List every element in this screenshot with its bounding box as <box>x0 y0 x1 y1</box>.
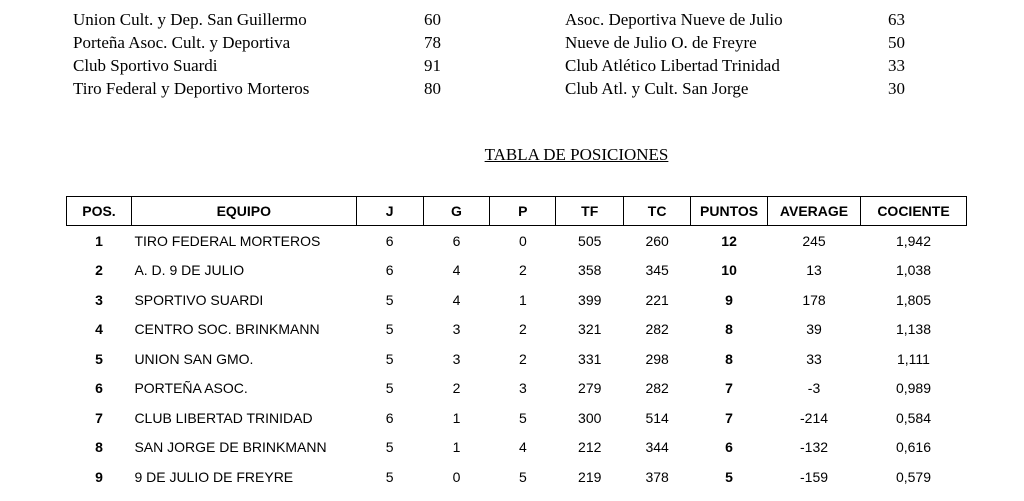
tc-cell: 282 <box>645 380 669 397</box>
away-team: Club Atlético Libertad Trinidad <box>565 56 780 75</box>
tf-cell: 321 <box>578 321 602 338</box>
cociente-cell: 0,616 <box>895 439 932 456</box>
col-header-j: J <box>356 197 423 226</box>
team-cell: A. D. 9 DE JULIO <box>134 262 245 279</box>
col-header-pos: POS. <box>67 197 132 226</box>
result-row <box>0 77 1024 100</box>
puntos-cell: 7 <box>725 380 733 397</box>
puntos-cell: 8 <box>725 350 733 367</box>
puntos-cell: 7 <box>725 409 733 426</box>
puntos-cell: 9 <box>725 291 733 308</box>
result-row <box>0 54 1024 77</box>
tc-cell: 221 <box>645 291 669 308</box>
j-cell: 6 <box>385 262 394 279</box>
g-cell: 3 <box>452 350 461 367</box>
p-cell: 4 <box>518 439 527 456</box>
col-header-g: G <box>423 197 490 226</box>
p-cell: 2 <box>518 350 527 367</box>
away-score: 30 <box>888 79 905 98</box>
standings-table <box>66 196 967 492</box>
cociente-cell: 1,942 <box>895 232 932 249</box>
tc-cell: 260 <box>645 232 669 249</box>
team-cell: SPORTIVO SUARDI <box>134 291 264 308</box>
average-cell: -214 <box>800 409 829 426</box>
away-score: 33 <box>888 56 905 75</box>
pos-cell: 4 <box>95 321 103 338</box>
p-cell: 0 <box>518 232 527 249</box>
g-cell: 4 <box>452 291 461 308</box>
g-cell: 4 <box>452 262 461 279</box>
away-score: 63 <box>888 10 905 29</box>
table-row <box>67 344 967 374</box>
tf-cell: 505 <box>578 232 602 249</box>
tf-cell: 358 <box>578 262 602 279</box>
cociente-cell: 0,579 <box>895 468 932 485</box>
home-score: 80 <box>424 79 441 98</box>
g-cell: 3 <box>452 321 461 338</box>
pos-cell: 3 <box>95 291 103 308</box>
table-row <box>67 403 967 433</box>
table-row <box>67 315 967 345</box>
pos-cell: 1 <box>95 232 103 249</box>
table-row <box>67 374 967 404</box>
j-cell: 5 <box>385 321 394 338</box>
match-results <box>0 8 1024 100</box>
tc-cell: 378 <box>645 468 669 485</box>
j-cell: 6 <box>385 232 394 249</box>
home-score: 60 <box>424 10 441 29</box>
tf-cell: 399 <box>578 291 602 308</box>
j-cell: 5 <box>385 350 394 367</box>
col-header-cociente: COCIENTE <box>860 197 966 226</box>
pos-cell: 2 <box>95 262 103 279</box>
home-score: 91 <box>424 56 441 75</box>
average-cell: 245 <box>802 232 826 249</box>
puntos-cell: 10 <box>721 262 737 279</box>
average-cell: -3 <box>807 380 821 397</box>
p-cell: 1 <box>518 291 527 308</box>
tf-cell: 331 <box>578 350 602 367</box>
pos-cell: 8 <box>95 439 103 456</box>
home-team: Porteña Asoc. Cult. y Deportiva <box>73 33 291 52</box>
col-header-average: AVERAGE <box>768 197 861 226</box>
pos-cell: 6 <box>95 380 103 397</box>
p-cell: 2 <box>518 321 527 338</box>
away-score: 50 <box>888 33 905 52</box>
average-cell: -159 <box>800 468 829 485</box>
puntos-cell: 5 <box>725 468 733 485</box>
p-cell: 3 <box>518 380 527 397</box>
tc-cell: 345 <box>645 262 669 279</box>
team-cell: UNION SAN GMO. <box>134 350 254 367</box>
team-cell: CENTRO SOC. BRINKMANN <box>134 321 320 338</box>
away-team: Club Atl. y Cult. San Jorge <box>565 79 749 98</box>
away-team: Nueve de Julio O. de Freyre <box>565 33 757 52</box>
tc-cell: 298 <box>645 350 669 367</box>
home-team: Tiro Federal y Deportivo Morteros <box>73 79 310 98</box>
j-cell: 5 <box>385 291 394 308</box>
average-cell: -132 <box>800 439 829 456</box>
j-cell: 5 <box>385 468 394 485</box>
tf-cell: 212 <box>578 439 602 456</box>
cociente-cell: 1,111 <box>897 350 930 367</box>
col-header-team: EQUIPO <box>131 197 356 226</box>
average-cell: 33 <box>806 350 822 367</box>
g-cell: 1 <box>452 409 461 426</box>
header-row <box>67 197 967 226</box>
puntos-cell: 8 <box>725 321 733 338</box>
average-cell: 39 <box>806 321 822 338</box>
home-score: 78 <box>424 33 441 52</box>
team-cell: 9 DE JULIO DE FREYRE <box>134 468 294 485</box>
table-row <box>67 226 967 256</box>
tc-cell: 282 <box>645 321 669 338</box>
g-cell: 2 <box>452 380 461 397</box>
cociente-cell: 1,138 <box>895 321 932 338</box>
table-row <box>67 462 967 492</box>
puntos-cell: 6 <box>725 439 733 456</box>
team-cell: SAN JORGE DE BRINKMANN <box>134 439 327 456</box>
g-cell: 1 <box>452 439 461 456</box>
away-team: Asoc. Deportiva Nueve de Julio <box>565 10 783 29</box>
j-cell: 5 <box>385 380 394 397</box>
g-cell: 6 <box>452 232 461 249</box>
tf-cell: 279 <box>578 380 602 397</box>
cociente-cell: 1,805 <box>895 291 932 308</box>
tf-cell: 219 <box>578 468 602 485</box>
standings-title: TABLA DE POSICIONES <box>484 145 669 164</box>
average-cell: 13 <box>806 262 822 279</box>
home-team: Club Sportivo Suardi <box>73 56 218 75</box>
table-row <box>67 285 967 315</box>
table-row <box>67 433 967 463</box>
tc-cell: 344 <box>645 439 669 456</box>
cociente-cell: 0,989 <box>895 380 932 397</box>
cociente-cell: 1,038 <box>895 262 932 279</box>
puntos-cell: 12 <box>721 232 737 249</box>
col-header-tc: TC <box>624 197 691 226</box>
home-team: Union Cult. y Dep. San Guillermo <box>73 10 307 29</box>
average-cell: 178 <box>802 291 826 308</box>
result-row <box>0 31 1024 54</box>
team-cell: CLUB LIBERTAD TRINIDAD <box>134 409 313 426</box>
j-cell: 6 <box>385 409 394 426</box>
team-cell: TIRO FEDERAL MORTEROS <box>134 232 321 249</box>
col-header-tf: TF <box>556 197 624 226</box>
g-cell: 0 <box>452 468 461 485</box>
pos-cell: 9 <box>95 468 103 485</box>
col-header-p: P <box>490 197 556 226</box>
cociente-cell: 0,584 <box>895 409 932 426</box>
p-cell: 2 <box>518 262 527 279</box>
j-cell: 5 <box>385 439 394 456</box>
tf-cell: 300 <box>578 409 602 426</box>
pos-cell: 7 <box>95 409 103 426</box>
pos-cell: 5 <box>95 350 103 367</box>
col-header-puntos: PUNTOS <box>691 197 768 226</box>
team-cell: PORTEÑA ASOC. <box>134 380 248 397</box>
p-cell: 5 <box>518 468 527 485</box>
p-cell: 5 <box>518 409 527 426</box>
tc-cell: 514 <box>645 409 669 426</box>
result-row <box>0 8 1024 31</box>
table-row <box>67 256 967 286</box>
